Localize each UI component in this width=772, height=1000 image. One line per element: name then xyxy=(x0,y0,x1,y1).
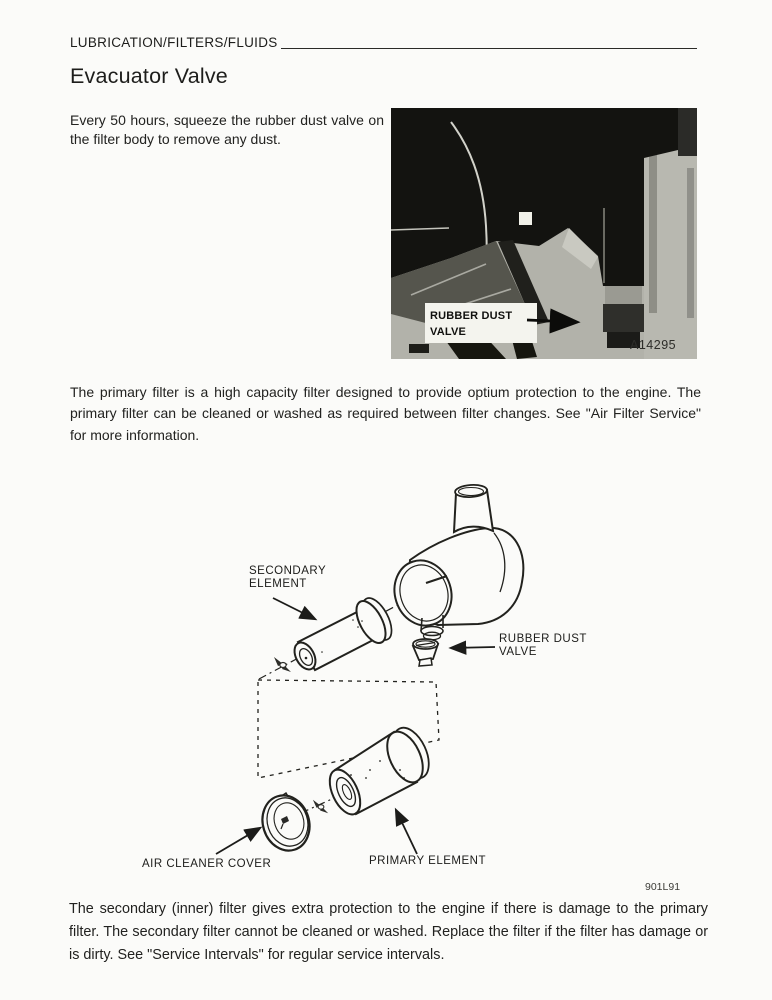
rubber-dust-valve-arrow xyxy=(451,647,495,648)
diagram-figure-id: 901L91 xyxy=(645,881,681,893)
housing-inlet-pipe xyxy=(454,484,493,532)
section-breadcrumb: LUBRICATION/FILTERS/FLUIDS xyxy=(70,35,278,50)
primary-filter-paragraph: The primary filter is a high capacity filter designed to provide optium protection to the engine. The primary filter can be cleaned or washed as required between filter changes. See "Air Filter Service" for more information. xyxy=(70,384,701,443)
air-cleaner-cover-drawing xyxy=(255,789,316,856)
secondary-element-label-line2: ELEMENT xyxy=(249,578,307,590)
photo-bright-spot xyxy=(519,212,532,225)
primary-element-arrow xyxy=(396,810,417,854)
primary-element-drawing xyxy=(324,722,436,819)
photo-callout-arrow xyxy=(527,320,575,322)
rubber-dust-valve-label-line2: VALVE xyxy=(499,646,537,658)
secondary-filter-paragraph: The secondary (inner) filter gives extra protection to the engine if there is damage to the primary filter. The secondary filter cannot be cleaned or washed. Replace the filter if the filter has damage or is dirty. See "Service Intervals" for regular service intervals. xyxy=(69,901,708,964)
air-cleaner-cover-label: AIR CLEANER COVER xyxy=(142,858,272,870)
exploded-diagram-figure xyxy=(70,470,702,895)
photo-figure xyxy=(391,108,697,359)
secondary-element-label-line1: SECONDARY xyxy=(249,565,327,577)
air-cleaner-housing-drawing xyxy=(386,484,523,640)
photo-callout-line2: VALVE xyxy=(430,326,467,338)
intro-paragraph: Every 50 hours, squeeze the rubber dust valve on the filter body to remove any dust. xyxy=(70,112,384,147)
header-rule xyxy=(281,36,697,49)
air-cleaner-cover-arrow xyxy=(216,828,260,854)
photo-figure-id: A14295 xyxy=(630,338,677,352)
rubber-dust-valve-drawing xyxy=(413,639,438,666)
secondary-element-drawing xyxy=(290,594,397,673)
wing-nut-icon xyxy=(313,800,328,814)
secondary-element-arrow xyxy=(273,598,315,619)
primary-element-label: PRIMARY ELEMENT xyxy=(369,855,486,867)
page-header xyxy=(70,36,697,50)
page-title: Evacuator Valve xyxy=(70,64,228,88)
photo-callout-line1: RUBBER DUST xyxy=(430,310,513,322)
rubber-dust-valve-label-line1: RUBBER DUST xyxy=(499,633,587,645)
